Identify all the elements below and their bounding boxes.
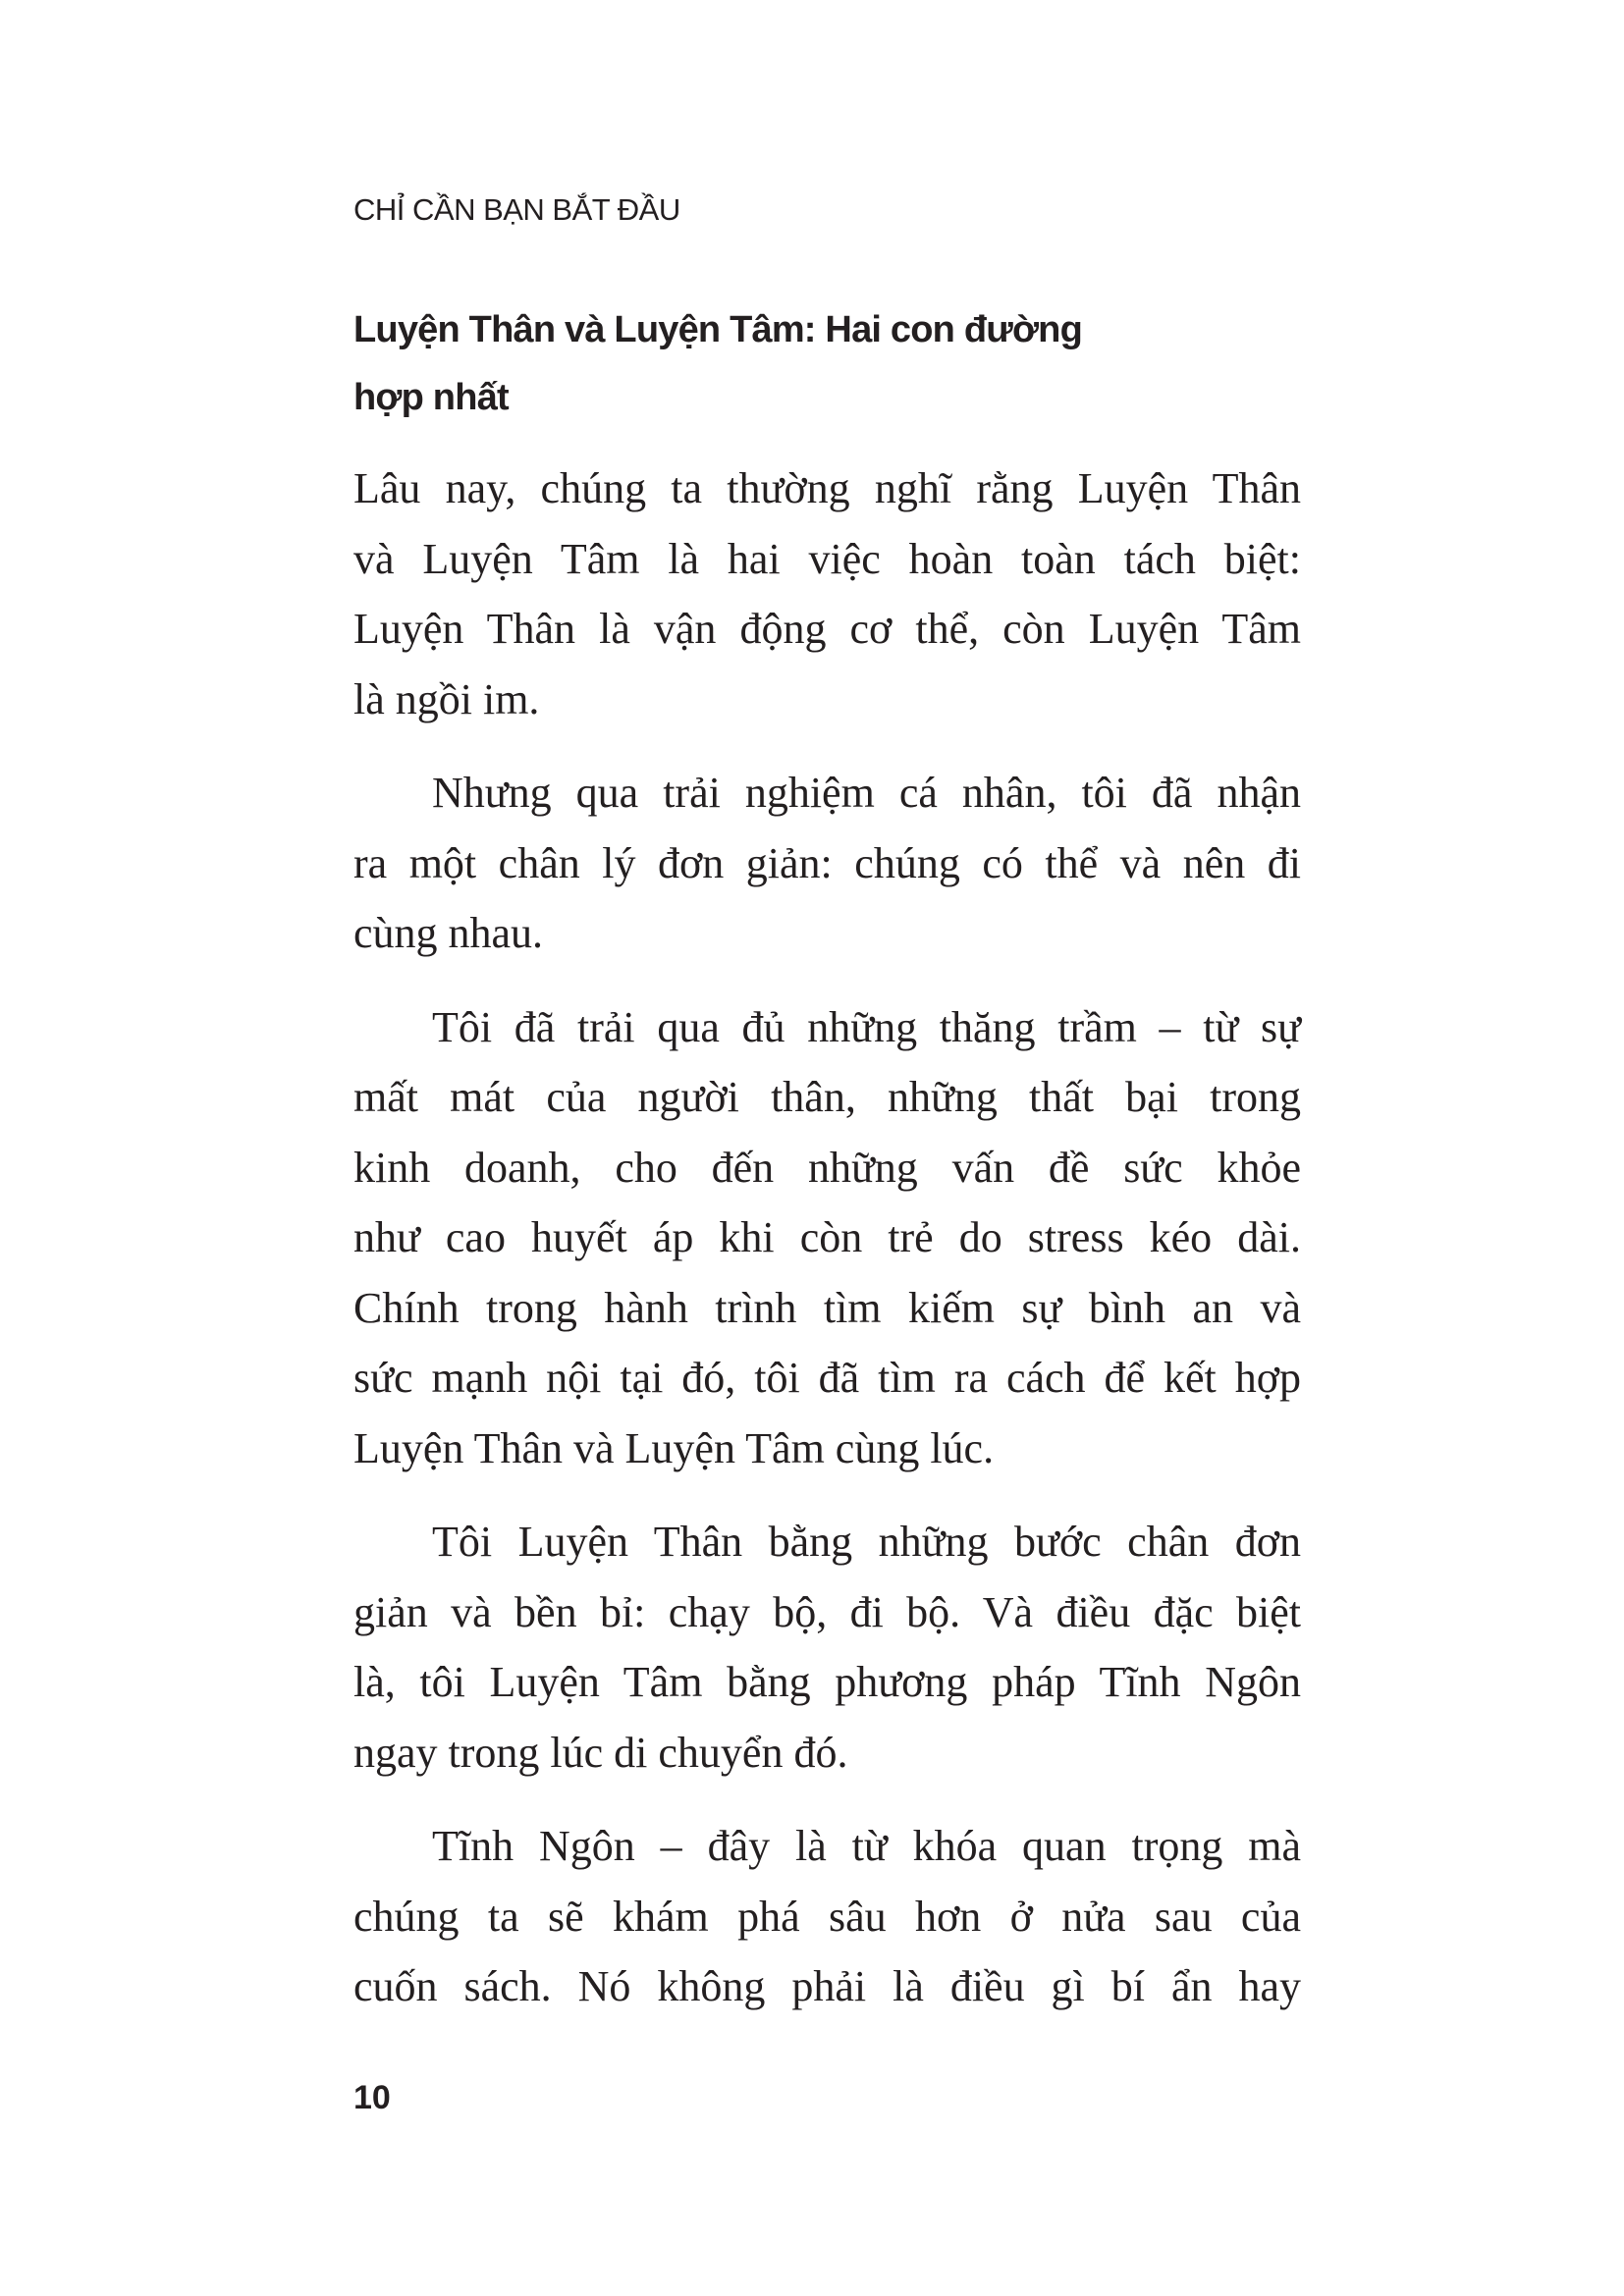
text-line: sức mạnh nội tại đó, tôi đã tìm ra cách để kết hợp	[353, 1354, 1301, 1402]
paragraph	[353, 454, 1301, 734]
paragraph	[353, 992, 1301, 1484]
text-line: cuốn sách. Nó không phải là điều gì bí ẩn hay	[353, 1962, 1301, 2010]
text-line: và Luyện Tâm là hai việc hoàn toàn tách biệt:	[353, 534, 1301, 583]
text-line: Nhưng qua trải nghiệm cá nhân, tôi đã nhận	[432, 769, 1301, 817]
text-line: mất mát của người thân, những thất bại trong	[353, 1073, 1301, 1121]
text-line: Tôi Luyện Thân bằng những bước chân đơn	[432, 1518, 1301, 1566]
page-number: 10	[353, 2079, 391, 2116]
paragraph	[353, 1507, 1301, 1788]
text-line: giản và bền bỉ: chạy bộ, đi bộ. Và điều đặc biệt	[353, 1587, 1301, 1636]
body-text	[353, 454, 1301, 2046]
text-line: Chính trong hành trình tìm kiếm sự bình an và	[353, 1283, 1301, 1332]
heading-line: Luyện Thân và Luyện Tâm: Hai con đường	[353, 309, 1082, 350]
text-line: như cao huyết áp khi còn trẻ do stress kéo dài.	[353, 1213, 1301, 1261]
text-line: Tĩnh Ngôn – đây là từ khóa quan trọng mà	[432, 1822, 1301, 1870]
running-head: CHỈ CẦN BẠN BẮT ĐẦU	[353, 192, 680, 227]
text-line: kinh doanh, cho đến những vấn đề sức khỏe	[353, 1143, 1301, 1192]
text-line: cùng nhau.	[353, 909, 544, 957]
text-line: Lâu nay, chúng ta thường nghĩ rằng Luyện Thân	[353, 464, 1301, 512]
text-line: Tôi đã trải qua đủ những thăng trầm – từ sự	[432, 1002, 1301, 1051]
section-heading	[353, 296, 1316, 432]
text-line: ra một chân lý đơn giản: chúng có thể và nên đi	[353, 838, 1301, 887]
text-line: chúng ta sẽ khám phá sâu hơn ở nửa sau của	[353, 1892, 1301, 1941]
text-line: là, tôi Luyện Tâm bằng phương pháp Tĩnh Ngôn	[353, 1658, 1301, 1706]
text-line: Luyện Thân là vận động cơ thể, còn Luyện Tâm	[353, 605, 1301, 653]
text-line: Luyện Thân và Luyện Tâm cùng lúc.	[353, 1423, 995, 1472]
heading-line: hợp nhất	[353, 377, 509, 418]
paragraph	[353, 758, 1301, 969]
text-line: ngay trong lúc di chuyển đó.	[353, 1728, 848, 1777]
text-line: là ngồi im.	[353, 674, 540, 723]
paragraph	[353, 1811, 1301, 2022]
